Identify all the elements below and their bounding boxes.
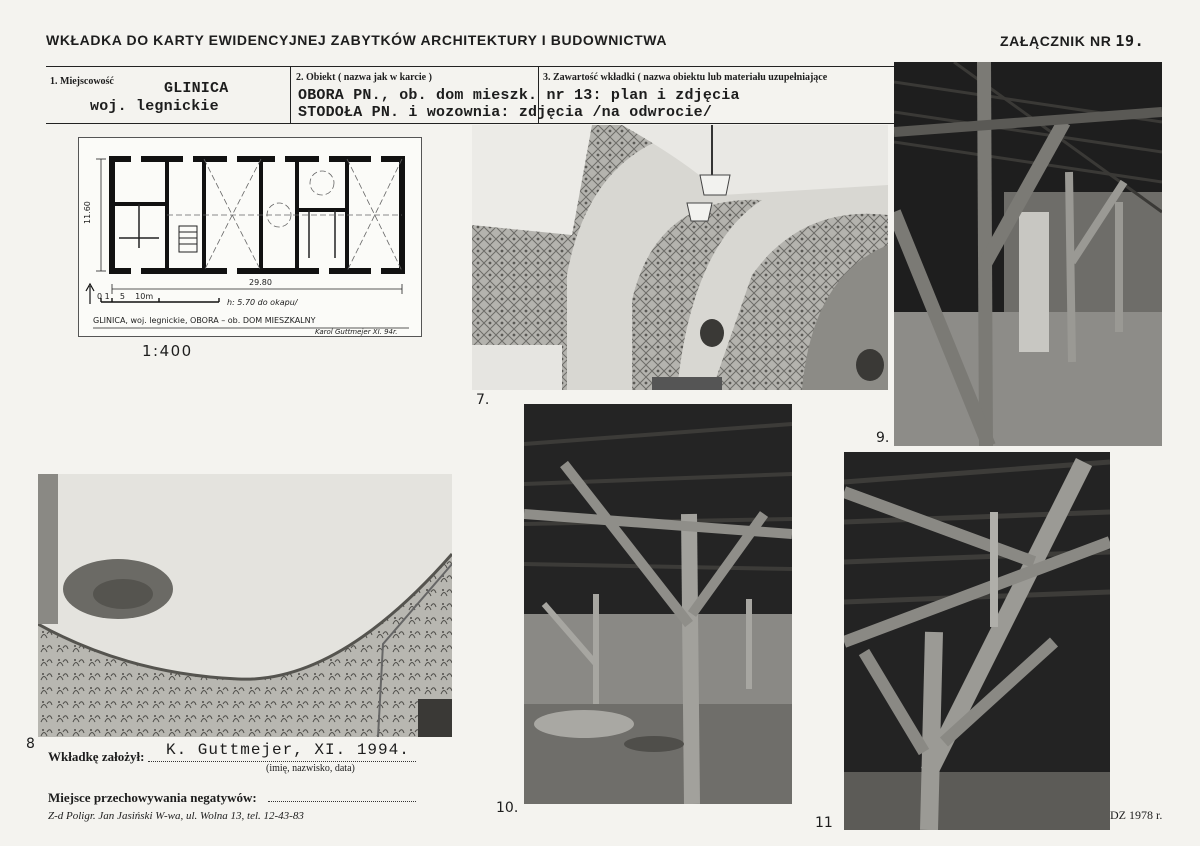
plan-width-dim: 29.80 [249,278,272,287]
field-object-line2: STODOŁA PN. i wozownia: zdjęcia /na odwrocie/ [298,104,713,121]
photo-11-image [844,452,1110,830]
field-object-label: 2. Obiekt ( nazwa jak w karcie ) [296,72,432,83]
photo-7-vaulted-room [472,125,888,390]
founder-label: Wkładkę założył: [48,749,145,764]
photo-9-number: 9. [876,430,890,446]
annex-label-text: ZAŁĄCZNIK NR [1000,33,1112,49]
founder-sub-label: (imię, nazwisko, data) [266,763,355,774]
form-code: DZ 1978 r. [1110,808,1163,822]
negatives-line [268,788,416,802]
field-voivodeship-value: woj. legnickie [90,98,219,115]
photo-10-barn-interior [524,404,792,804]
plan-scale-bar-label: 0 1 5 10m [97,292,154,301]
plan-scale: 1:400 [142,342,193,360]
plan-author: Karol Guttmejer XI. 94r. [315,328,398,336]
page-title: WKŁADKA DO KARTY EWIDENCYJNEJ ZABYTKÓW ARCHITEKTURY I BUDOWNICTWA [46,32,668,48]
photo-7-number: 7. [476,392,490,408]
form-divider [290,66,291,124]
floor-plan [78,137,422,337]
photo-10-image [524,404,792,804]
field-locality-label: 1. Miejscowość [50,76,114,87]
photo-7-image [472,125,888,390]
photo-10-number: 10. [496,800,519,816]
photo-9-roof-truss [894,62,1162,446]
photo-8-vaulted-ceiling [38,474,452,737]
field-contents-label: 3. Zawartość wkładki ( nazwa obiektu lub materiału uzupełniające [543,72,828,83]
plan-caption: GLINICA, woj. legnickie, OBORA – ob. DOM MIESZKALNY [93,316,316,325]
annex-label [1000,32,1144,50]
photo-11-truss-detail [844,452,1110,830]
annex-number: 19. [1115,32,1145,50]
photo-8-number: 8 [26,736,35,752]
field-locality-value: GLINICA [164,80,229,97]
photo-8-image [38,474,452,737]
photo-11-number: 11 [815,815,833,831]
negatives-label: Miejsce przechowywania negatywów: [48,790,257,805]
photo-9-image [894,62,1162,446]
plan-height-dim: 11.60 [83,201,92,224]
floor-plan-drawing [79,138,423,338]
founder-value: K. Guttmejer, XI. 1994. [166,741,410,759]
printer-info: Z-d Poligr. Jan Jasiński W-wa, ul. Wolna 13, tel. 12-43-83 [48,810,304,822]
plan-height-note: h: 5.70 do okapu/ [227,298,298,307]
field-object-line1: OBORA PN., ob. dom mieszk. nr 13: plan i zdjęcia [298,87,740,104]
